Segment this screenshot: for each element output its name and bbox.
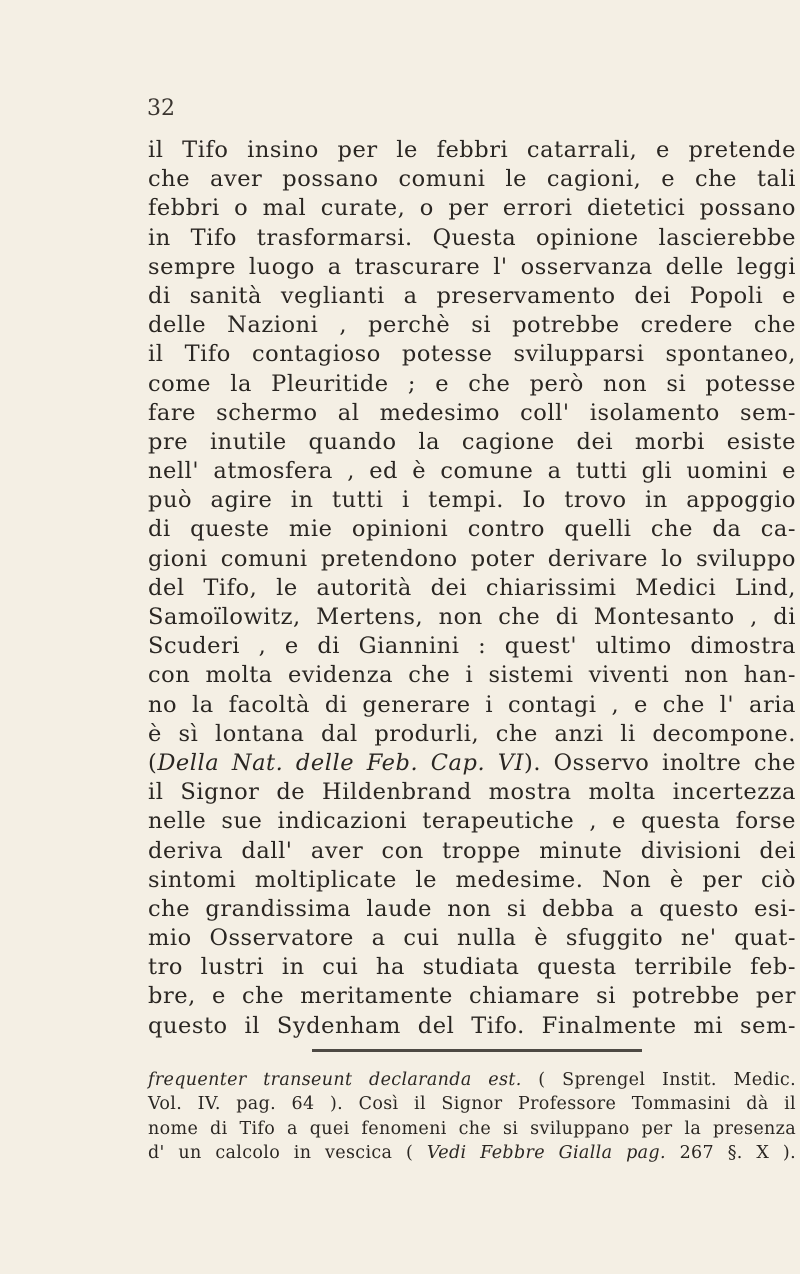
text-line: bre, e che meritamente chiamare si potrebbe per — [148, 983, 796, 1010]
text-line: come la Pleuritide ; e che però non si potesse — [148, 370, 796, 397]
text-line: nelle sue indicazioni terapeutiche , e questa forse — [148, 808, 796, 835]
text-line: gioni comuni pretendono poter derivare lo sviluppo — [148, 545, 796, 572]
footnote-divider — [312, 1049, 642, 1052]
text-line: con molta evidenza che i sistemi viventi non han- — [148, 662, 796, 689]
footnote-text: d' un calcolo in vescica ( — [148, 1143, 427, 1164]
text-line: il Tifo contagioso potesse svilupparsi spontaneo, — [148, 341, 796, 368]
footnote-line — [148, 1068, 796, 1092]
text-line: il Tifo insino per le febbri catarrali, e pretende — [148, 137, 796, 163]
text-line: tro lustri in cui ha studiata questa terribile feb- — [148, 954, 796, 981]
footnote — [148, 1068, 796, 1166]
footnote-text: 267 §. X ). — [665, 1143, 797, 1164]
text-line: che aver possano comuni le cagioni, e che tali — [148, 166, 796, 193]
text-line: pre inutile quando la cagione dei morbi esiste — [148, 428, 796, 455]
footnote-text: ( Sprengel Instit. Medic. — [521, 1070, 796, 1090]
text-line: delle Nazioni , perchè si potrebbe credere che — [148, 312, 796, 339]
text-line: no la facoltà di generare i contagi , e che l' aria — [148, 691, 796, 718]
text-line: che grandissima laude non si debba a questo esi- — [148, 895, 796, 922]
body-text — [148, 136, 796, 1041]
page-number: 32 — [147, 96, 175, 121]
text-line: sempre luogo a trascurare l' osservanza delle leggi — [148, 253, 796, 280]
citation-rest: ). Osservo inoltre che — [524, 749, 796, 776]
text-line: del Tifo, le autorità dei chiarissimi Medici Lind, — [148, 574, 796, 601]
text-line: fare schermo al medesimo coll' isolamento sem- — [148, 399, 796, 426]
text-line: nell' atmosfera , ed è comune a tutti gli uomini e — [148, 458, 796, 485]
text-line: in Tifo trasformarsi. Questa opinione lascierebbe — [148, 224, 796, 251]
text-line: è sì lontana dal produrli, che anzi li decompone. — [148, 720, 796, 747]
citation-reference: Della Nat. delle Feb. Cap. VI — [157, 749, 524, 776]
text-line: di queste mie opinioni contro quelli che da ca- — [148, 516, 796, 543]
text-line: questo il Sydenham del Tifo. Finalmente mi sem- — [148, 1012, 796, 1039]
text-line: di sanità veglianti a preservamento dei Popoli e — [148, 282, 796, 309]
footnote-line — [148, 1141, 796, 1165]
text-line: il Signor de Hildenbrand mostra molta incertezza — [148, 779, 796, 806]
footnote-line: nome di Tifo a quei fenomeni che si sviluppano per la presenza — [148, 1118, 796, 1139]
text-line: può agire in tutti i tempi. Io trovo in appoggio — [148, 487, 796, 514]
citation-line — [148, 749, 796, 778]
text-line: mio Osservatore a cui nulla è sfuggito ne' quat- — [148, 925, 796, 952]
footnote-latin-phrase: frequenter transeunt declaranda est. — [148, 1070, 522, 1090]
citation-open: ( — [148, 749, 158, 776]
footnote-line: Vol. IV. pag. 64 ). Così il Signor Professore Tommasini dà il — [148, 1094, 796, 1115]
text-line: febbri o mal curate, o per errori dietetici possano — [148, 195, 796, 222]
text-line: deriva dall' aver con troppe minute divisioni dei — [148, 837, 796, 864]
text-line: Scuderi , e di Giannini : quest' ultimo dimostra — [148, 633, 796, 660]
footnote-reference: Vedi Febbre Gialla pag. — [426, 1143, 666, 1164]
text-line: Samoïlowitz, Mertens, non che di Montesanto , di — [148, 604, 796, 630]
text-line: sintomi moltiplicate le medesime. Non è per ciò — [148, 866, 796, 893]
